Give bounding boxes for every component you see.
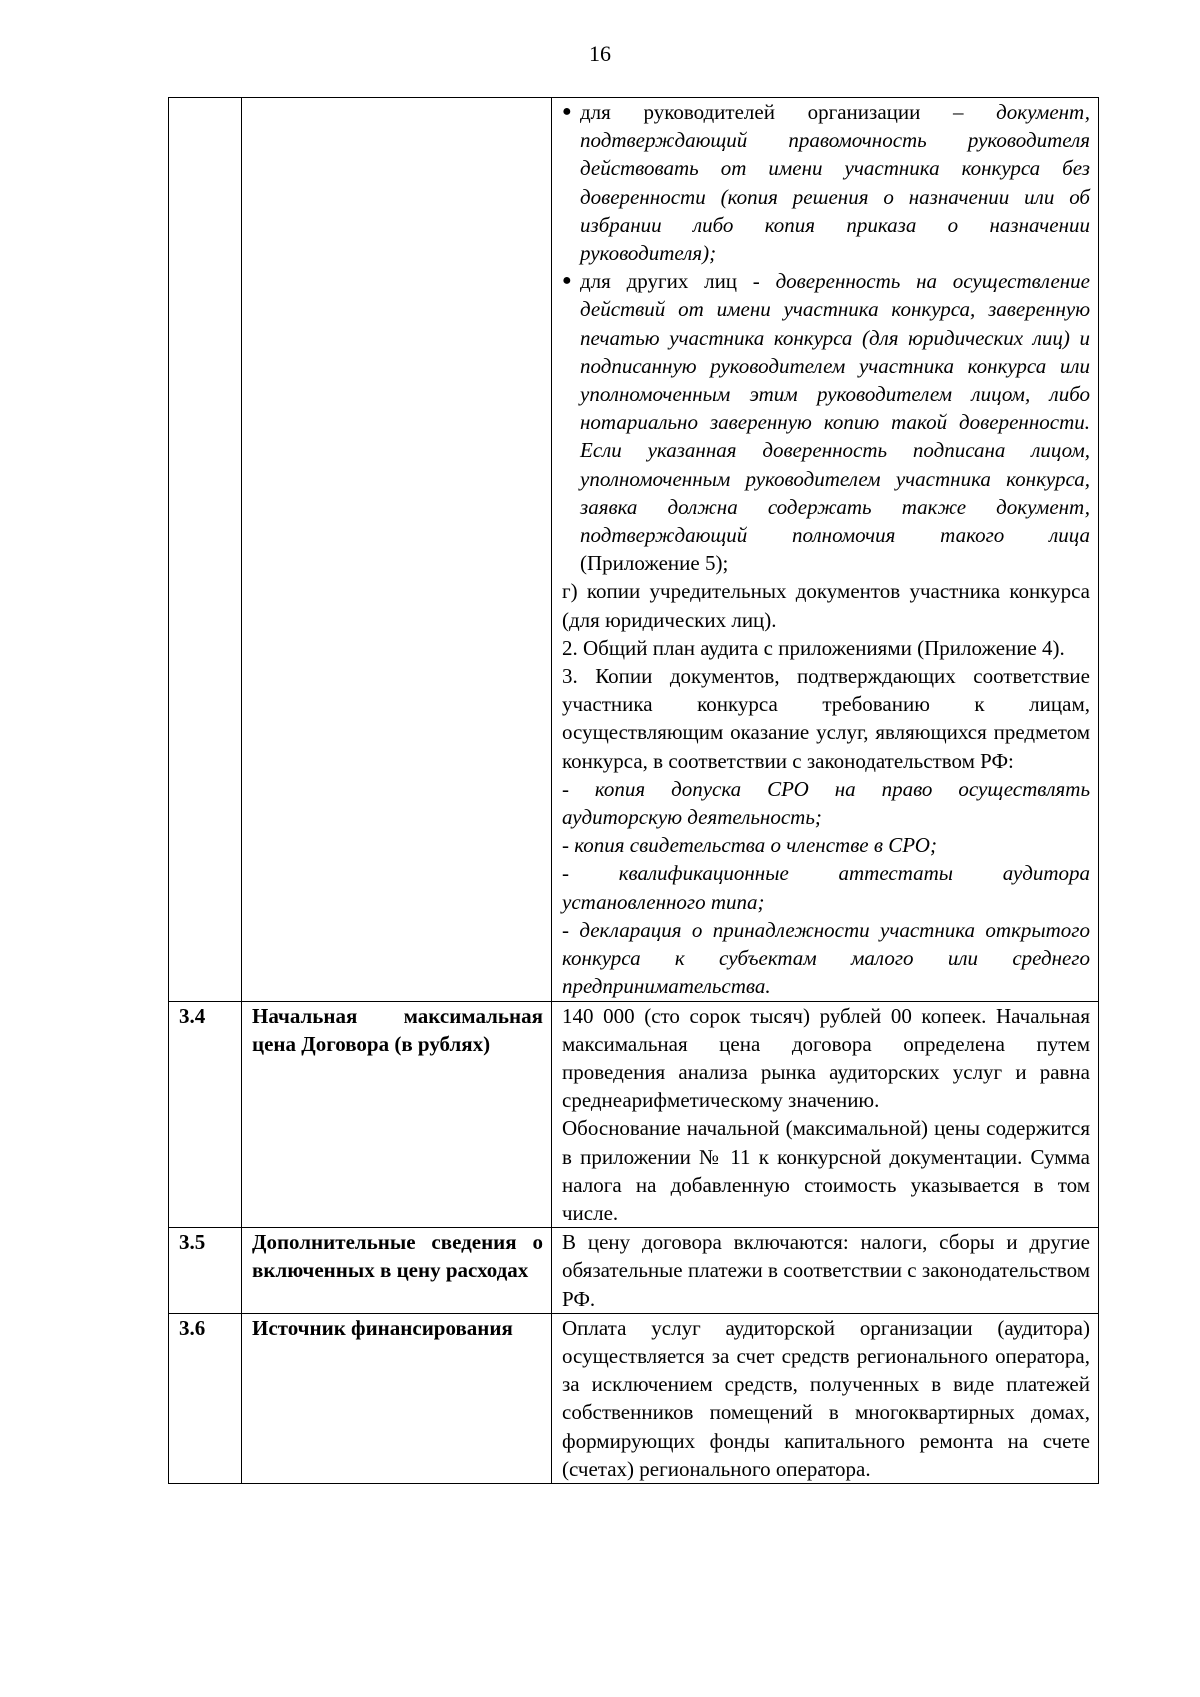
bullet-lead-text: для других лиц - [580,269,760,294]
dash-item: - декларация о принадлежности участника открытого конкурса к субъектам малого или среднего предпринимательства. [562,917,1090,999]
dash-item: - квалификационные аттестаты аудитора установленного типа; [562,861,1090,914]
dash-item: - копия свидетельства о членстве в СРО; [562,833,937,858]
row-name-cell [242,98,552,1002]
bullet-icon: ● [562,272,572,290]
list-item-2: 2. Общий план аудита с приложениями (Приложение 4). [562,635,1065,660]
page-number: 16 [589,41,611,66]
row-paragraph: Обоснование начальной (максимальной) цены содержится в приложении № 11 к конкурсной документации. Сумма налога на добавленную стоимость указывается в том числе. [562,1116,1090,1225]
row-paragraph: В цену договора включаются: налоги, сборы и другие обязательные платежи в соответствии с законодательством РФ. [562,1230,1090,1311]
row-value-cell [552,98,1099,1002]
table-row-3-4 [169,1001,1099,1228]
table-row-continuation [169,98,1099,1002]
row-value-cell [552,1001,1099,1228]
row-value-cell [552,1228,1099,1314]
bullet-tail-text: (Приложение 5); [580,551,729,576]
row-number-cell: 3.5 [169,1228,242,1314]
bullet-icon: ● [562,103,572,120]
list-item-g: г) копии учредительных документов участника конкурса (для юридических лиц). [562,579,1090,632]
row-paragraph: Оплата услуг аудиторской организации (аудитора) осуществляется за счет средств регионального оператора, за исключением средств, полученных в виде платежей собственников помещений в многоквартирных домах, формирующих фонды капитального ремонта на счете (счетах) регионального оператора. [562,1315,1090,1481]
bullet-italic-text: доверенность на осуществление действий от имени участника конкурса, заверенную печатью участника конкурса (для юридических лиц) и подписанную руководителем участника конкурса или уполномоченным этим руководителем лицом, либо нотариально заверенную копию такой доверенности. Если указанная доверенность подписана лицом, уполномоченным руководителем участника конкурса, заявка должна содержать также документ, подтверждающий полномочия такого лица [580,269,1091,548]
table-row-3-6 [169,1313,1099,1483]
bullet-lead-text: для руководителей организации – [580,100,964,124]
row-value-cell [552,1313,1099,1483]
bullet-italic-text: документ, подтверждающий правомочность руководителя действовать от имени участника конкурса без доверенности (копия решения о назначении или об избрании либо копия приказа о назначении руководителя); [580,100,1090,266]
row-name-cell: Дополнительные сведения о включенных в цену расходах [242,1228,552,1314]
row-name-cell: Начальная максимальная цена Договора (в рублях) [242,1001,552,1228]
bullet-item [562,98,1090,267]
list-item-3: 3. Копии документов, подтверждающих соответствие участника конкурса требованию к лицам, осуществляющим оказание услуг, являющихся предметом конкурса, в соответствии с законодательством РФ: [562,664,1090,773]
bullet-item [562,267,1090,577]
row-number-cell: 3.4 [169,1001,242,1228]
row-paragraph: 140 000 (сто сорок тысяч) рублей 00 копеек. Начальная максимальная цена договора определена путем проведения анализа рынка аудиторских услуг и равна среднеарифметическому значению. [562,1003,1090,1113]
requirements-table [168,97,1099,1484]
row-number-cell [169,98,242,1002]
row-name-cell: Источник финансирования [242,1313,552,1483]
dash-item: - копия допуска СРО на право осуществлять аудиторскую деятельность; [562,776,1090,830]
table-row-3-5 [169,1228,1099,1314]
row-number-cell: 3.6 [169,1313,242,1483]
